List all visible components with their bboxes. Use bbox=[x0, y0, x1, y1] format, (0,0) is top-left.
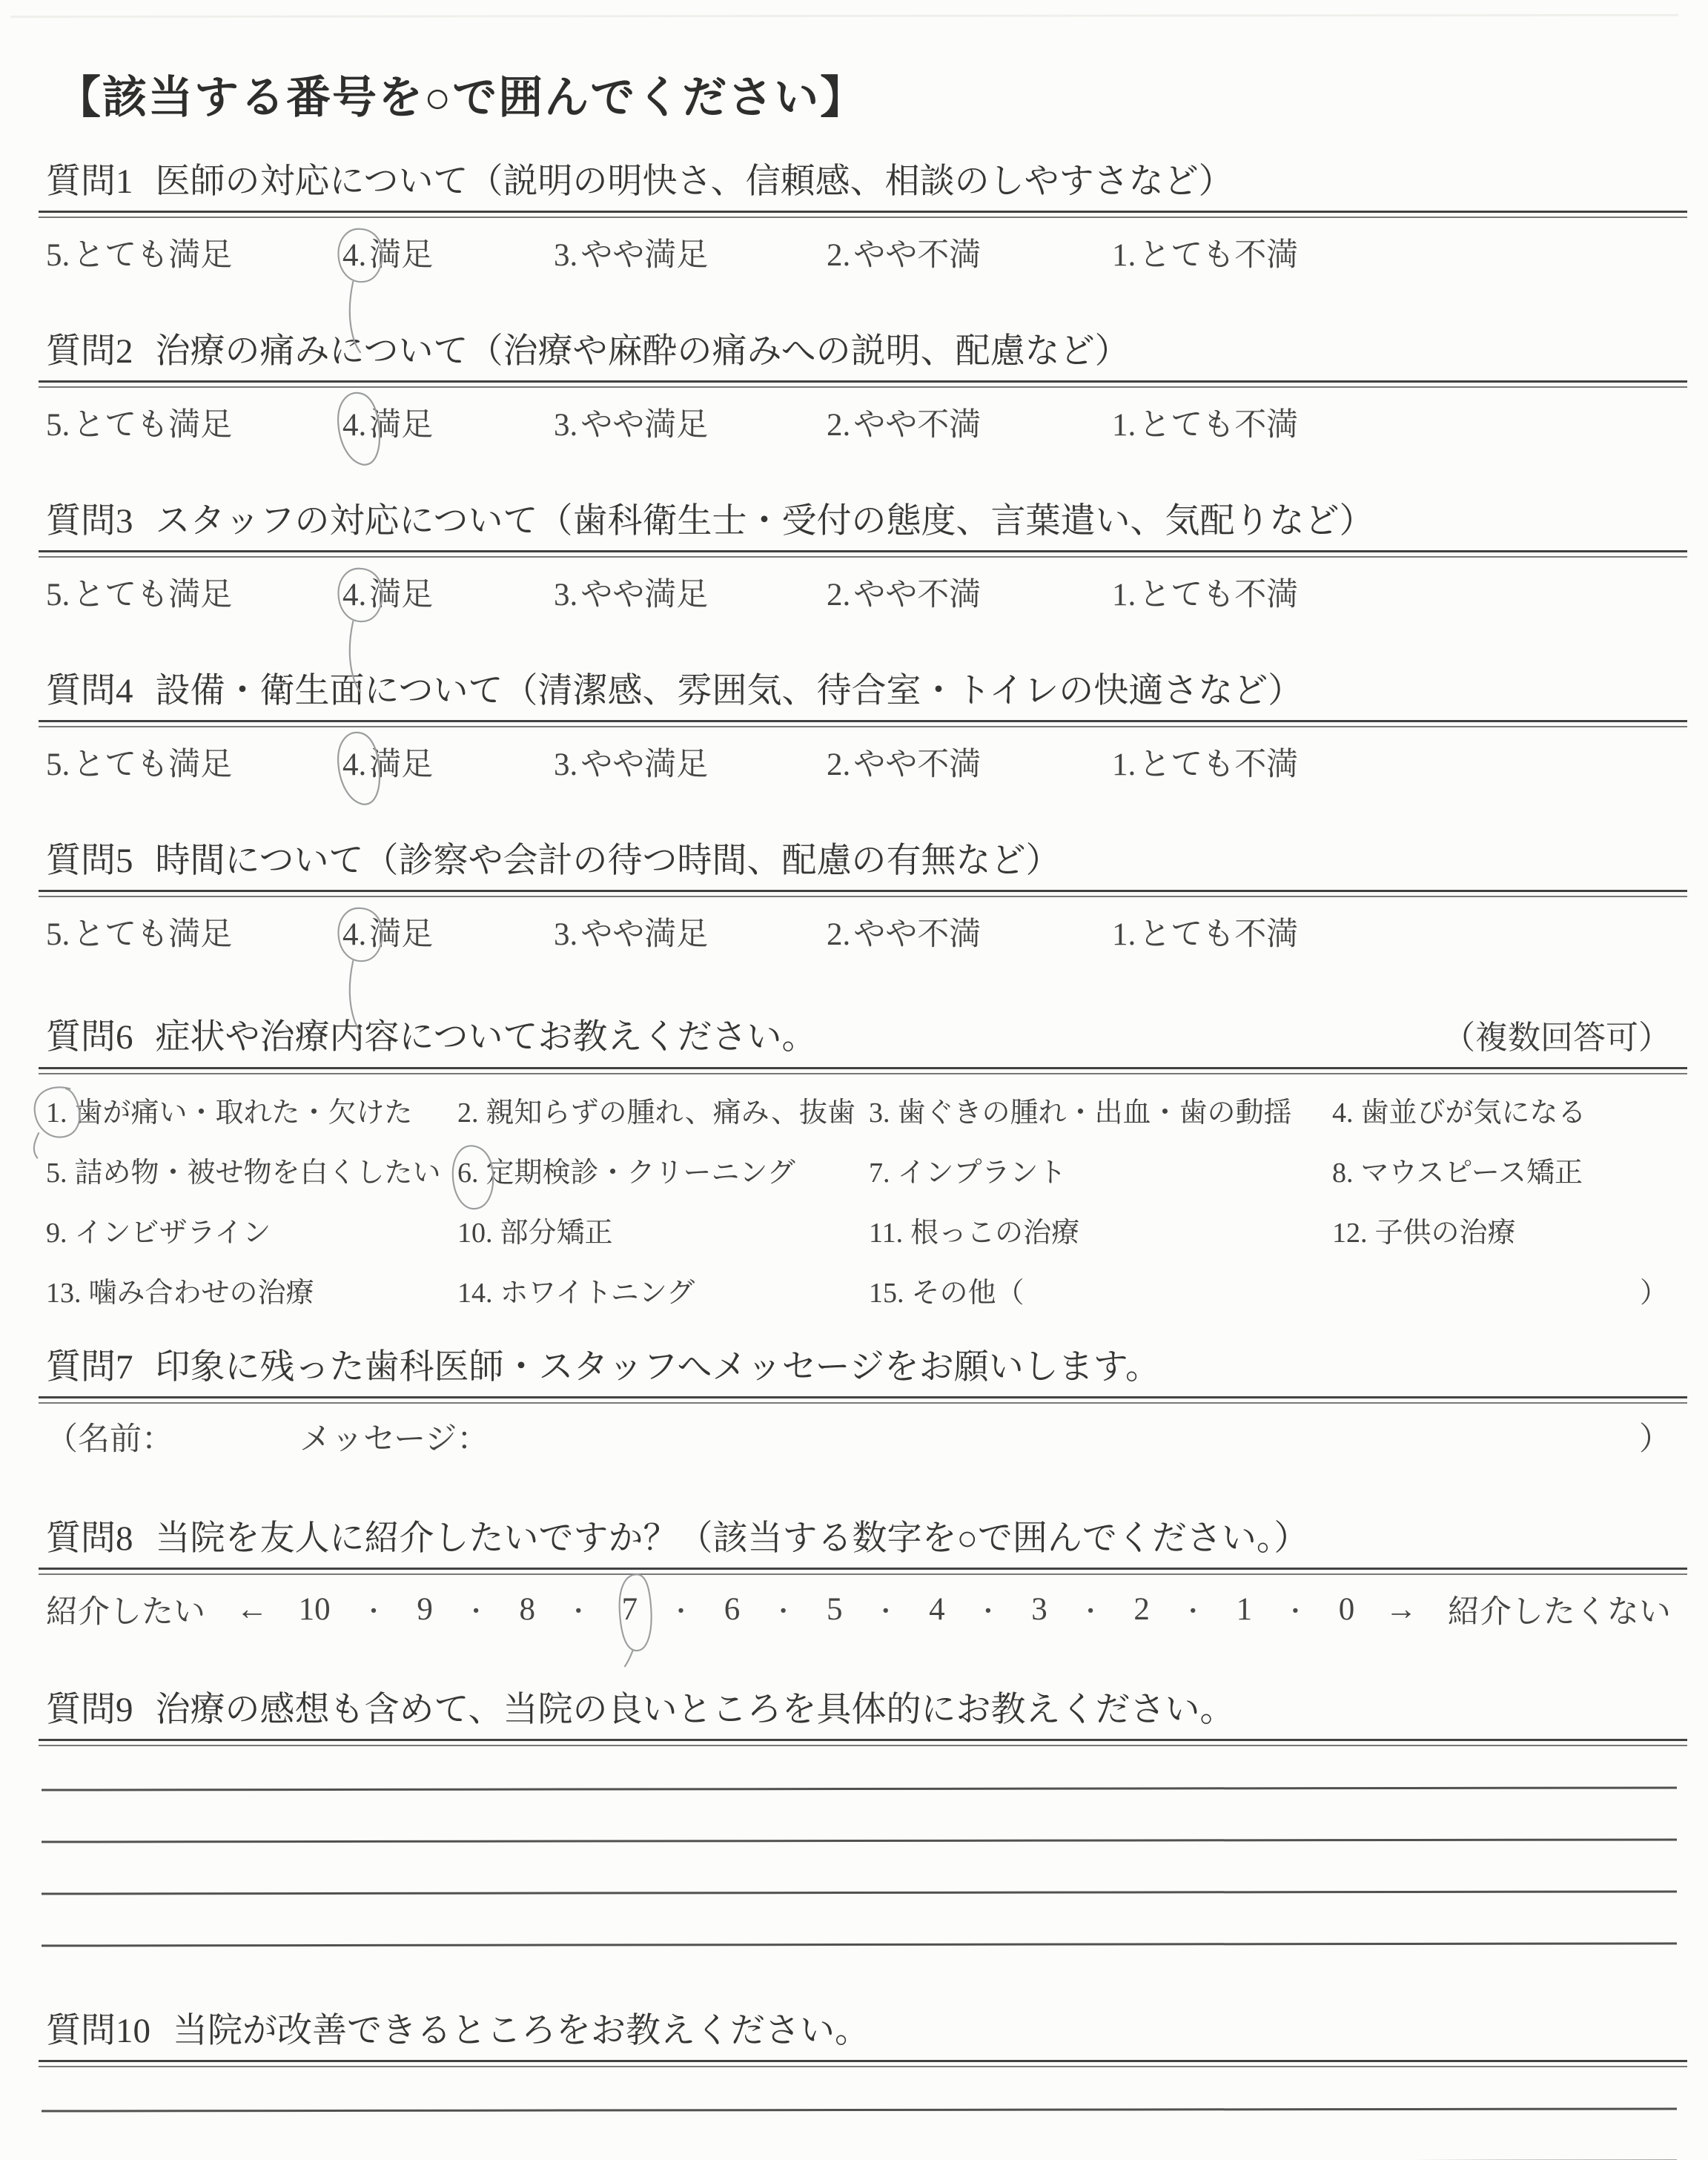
q6-item-14: 14. ホワイトニング bbox=[457, 1278, 695, 1309]
circled-answer: 1. bbox=[46, 1097, 75, 1129]
question-5-options bbox=[46, 909, 1671, 954]
question-1 bbox=[46, 162, 1671, 275]
question-number: 質問1 bbox=[46, 162, 133, 201]
rating-option-1: 1.とても不満 bbox=[1112, 408, 1299, 443]
question-3-options bbox=[46, 569, 1671, 615]
rating-option-5: 5.とても満足 bbox=[46, 408, 233, 443]
question-1-options bbox=[46, 230, 1671, 275]
message-field-label: メッセージ： bbox=[299, 1422, 489, 1458]
rating-option-2: 2.やや不満 bbox=[827, 578, 982, 613]
question-1-heading bbox=[46, 162, 1671, 202]
rating-option-2: 2.やや不満 bbox=[827, 747, 982, 783]
dot-separator: ・ bbox=[975, 1599, 1001, 1627]
dot-separator: ・ bbox=[463, 1599, 489, 1627]
question-9 bbox=[46, 1690, 1671, 1946]
scan-artifact-line bbox=[10, 14, 1678, 18]
question-title: 印象に残った歯科医師・スタッフへメッセージをお願いします。 bbox=[155, 1348, 1160, 1387]
question-6-heading bbox=[46, 1011, 1671, 1058]
blank-answer-space bbox=[489, 1414, 1639, 1459]
scale-right-label: 紹介したくない bbox=[1447, 1595, 1671, 1631]
question-4-options bbox=[46, 739, 1671, 785]
q6-item-10: 10. 部分矯正 bbox=[457, 1218, 613, 1249]
rating-option-5: 5.とても満足 bbox=[46, 747, 233, 783]
question-9-answer-lines bbox=[46, 1788, 1671, 1946]
divider-rule bbox=[39, 720, 1687, 727]
rating-option-5: 5.とても満足 bbox=[46, 917, 233, 953]
rating-option-5: 5.とても満足 bbox=[46, 238, 233, 274]
divider-rule bbox=[39, 380, 1687, 388]
scale-number-6: 6 bbox=[724, 1592, 741, 1628]
rating-option-4-selected: 4.満足 bbox=[342, 230, 554, 275]
question-2 bbox=[46, 331, 1671, 445]
q6-item-1-selected: 1. 歯が痛い・取れた・欠けた bbox=[46, 1089, 457, 1130]
rating-option-4-selected: 4.満足 bbox=[342, 739, 554, 785]
rating-option-3: 3.やや満足 bbox=[554, 578, 709, 613]
left-arrow-icon: ← bbox=[236, 1592, 268, 1628]
circled-answer: 4. bbox=[342, 407, 366, 443]
circled-answer: 4. bbox=[342, 237, 366, 274]
rating-option-1: 1.とても不満 bbox=[1112, 747, 1299, 783]
question-title: 当院が改善できるところをお教えください。 bbox=[173, 2012, 870, 2051]
divider-rule bbox=[39, 1568, 1687, 1575]
divider-rule bbox=[39, 1396, 1687, 1404]
q6-other-closing-paren: ） bbox=[1639, 1278, 1668, 1309]
scale-number-8: 8 bbox=[519, 1592, 535, 1628]
question-3-heading bbox=[46, 501, 1671, 541]
scale-number-4: 4 bbox=[929, 1592, 945, 1628]
rating-option-4-selected: 4.満足 bbox=[342, 569, 554, 615]
question-4 bbox=[46, 671, 1671, 785]
question-10 bbox=[46, 2011, 1671, 2160]
divider-rule bbox=[39, 1739, 1687, 1746]
blank-answer-line bbox=[42, 2108, 1677, 2113]
divider-rule bbox=[39, 890, 1687, 897]
blank-answer-line bbox=[42, 1787, 1677, 1791]
q6-item-13: 13. 噛み合わせの治療 bbox=[46, 1278, 314, 1309]
rating-option-4-selected: 4.満足 bbox=[342, 909, 554, 954]
name-field-label: （名前： bbox=[46, 1422, 173, 1458]
q6-item-15-other: 15. その他（ bbox=[869, 1278, 1025, 1309]
question-title: 治療の痛みについて（治療や麻酔の痛みへの説明、配慮など） bbox=[155, 332, 1130, 371]
q6-item-9: 9. インビザライン bbox=[46, 1218, 271, 1249]
q6-item-11: 11. 根っこの治療 bbox=[869, 1218, 1080, 1249]
q6-item-8: 8. マウスピース矯正 bbox=[1332, 1157, 1583, 1189]
circled-answer: 4. bbox=[342, 747, 366, 783]
question-number: 質問6 bbox=[46, 1018, 133, 1057]
blank-answer-line bbox=[42, 1891, 1677, 1895]
rating-option-2: 2.やや不満 bbox=[827, 917, 982, 953]
right-arrow-icon: → bbox=[1385, 1592, 1417, 1628]
q6-item-7: 7. インプラント bbox=[869, 1157, 1067, 1189]
scale-number-3: 3 bbox=[1031, 1592, 1047, 1628]
scale-number-5: 5 bbox=[826, 1592, 843, 1628]
nps-scale-row bbox=[46, 1587, 1671, 1632]
question-number: 質問5 bbox=[46, 842, 133, 881]
page-title: 【該当する番号を○で囲んでください】 bbox=[56, 73, 867, 122]
question-title: 治療の感想も含めて、当院の良いところを具体的にお教えください。 bbox=[155, 1691, 1235, 1730]
question-7-heading bbox=[46, 1347, 1671, 1387]
scale-number-2: 2 bbox=[1133, 1592, 1150, 1628]
dot-separator: ・ bbox=[1282, 1599, 1308, 1627]
dot-separator: ・ bbox=[1180, 1599, 1206, 1627]
closing-paren: ） bbox=[1639, 1422, 1671, 1458]
q6-item-4: 4. 歯並びが気になる bbox=[1332, 1097, 1586, 1129]
divider-rule bbox=[39, 1067, 1687, 1074]
question-7-answer-row bbox=[46, 1414, 1671, 1459]
question-number: 質問4 bbox=[46, 672, 133, 711]
question-title: 当院を友人に紹介したいですか？（該当する数字を○で囲んでください。） bbox=[155, 1519, 1309, 1559]
question-title: 症状や治療内容についてお教えください。 bbox=[155, 1018, 817, 1057]
question-number: 質問9 bbox=[46, 1691, 133, 1730]
scale-number-9: 9 bbox=[417, 1592, 433, 1628]
scale-number-10: 10 bbox=[298, 1592, 331, 1628]
multiple-answers-note: （複数回答可） bbox=[1443, 1020, 1671, 1057]
question-title: 医師の対応について（説明の明快さ、信頼感、相談のしやすさなど） bbox=[155, 162, 1234, 201]
question-number: 質問10 bbox=[46, 2012, 150, 2051]
question-9-heading bbox=[46, 1690, 1671, 1730]
question-6-choices bbox=[46, 1089, 1671, 1310]
question-number: 質問3 bbox=[46, 502, 133, 541]
question-3 bbox=[46, 501, 1671, 615]
question-10-heading bbox=[46, 2011, 1671, 2051]
dot-separator: ・ bbox=[668, 1599, 694, 1627]
question-8 bbox=[46, 1519, 1671, 1632]
divider-rule bbox=[39, 550, 1687, 558]
question-number: 質問8 bbox=[46, 1519, 133, 1559]
q6-item-12: 12. 子供の治療 bbox=[1332, 1218, 1516, 1249]
rating-option-1: 1.とても不満 bbox=[1112, 917, 1299, 953]
dot-separator: ・ bbox=[360, 1599, 386, 1627]
question-6 bbox=[46, 1011, 1671, 1310]
divider-rule bbox=[39, 211, 1687, 218]
dot-separator: ・ bbox=[1078, 1599, 1104, 1627]
question-10-answer-lines bbox=[46, 2109, 1671, 2160]
question-4-heading bbox=[46, 671, 1671, 711]
question-title: スタッフの対応について（歯科衛生士・受付の態度、言葉遣い、気配りなど） bbox=[155, 502, 1374, 541]
dot-separator: ・ bbox=[873, 1599, 898, 1627]
question-2-heading bbox=[46, 331, 1671, 371]
q6-item-3: 3. 歯ぐきの腫れ・出血・歯の動揺 bbox=[869, 1097, 1292, 1129]
scale-left-label: 紹介したい bbox=[46, 1595, 205, 1631]
scale-number-7-selected: 7 bbox=[622, 1591, 638, 1628]
blank-answer-line bbox=[42, 1839, 1677, 1843]
question-title: 時間について（診察や会計の待つ時間、配慮の有無など） bbox=[155, 842, 1061, 881]
rating-option-5: 5.とても満足 bbox=[46, 578, 233, 613]
rating-option-2: 2.やや不満 bbox=[827, 238, 982, 274]
question-8-heading bbox=[46, 1519, 1671, 1559]
rating-option-2: 2.やや不満 bbox=[827, 408, 982, 443]
q6-item-5: 5. 詰め物・被せ物を白くしたい bbox=[46, 1157, 441, 1189]
circled-answer: 4. bbox=[342, 916, 366, 953]
q6-item-6-selected: 6. 定期検診・クリーニング bbox=[457, 1149, 869, 1190]
rating-option-4-selected: 4.満足 bbox=[342, 400, 554, 445]
question-title: 設備・衛生面について（清潔感、雰囲気、待合室・トイレの快適さなど） bbox=[155, 672, 1303, 711]
q6-item-2: 2. 親知らずの腫れ、痛み、抜歯 bbox=[457, 1097, 856, 1129]
scale-number-1: 1 bbox=[1236, 1592, 1253, 1628]
rating-option-3: 3.やや満足 bbox=[554, 917, 709, 953]
circled-answer: 4. bbox=[342, 577, 366, 613]
rating-option-3: 3.やや満足 bbox=[554, 747, 709, 783]
question-7 bbox=[46, 1347, 1671, 1459]
question-number: 質問2 bbox=[46, 332, 133, 371]
question-5 bbox=[46, 841, 1671, 954]
question-number: 質問7 bbox=[46, 1348, 133, 1387]
rating-option-3: 3.やや満足 bbox=[554, 408, 709, 443]
rating-option-1: 1.とても不満 bbox=[1112, 578, 1299, 613]
divider-rule bbox=[39, 2060, 1687, 2067]
blank-answer-line bbox=[42, 1943, 1677, 1947]
question-5-heading bbox=[46, 841, 1671, 881]
circled-answer: 6. bbox=[457, 1157, 486, 1189]
dot-separator: ・ bbox=[566, 1599, 592, 1627]
question-2-options bbox=[46, 400, 1671, 445]
dot-separator: ・ bbox=[770, 1599, 796, 1627]
rating-option-3: 3.やや満足 bbox=[554, 238, 709, 274]
scale-number-0: 0 bbox=[1338, 1592, 1355, 1628]
rating-option-1: 1.とても不満 bbox=[1112, 238, 1299, 274]
